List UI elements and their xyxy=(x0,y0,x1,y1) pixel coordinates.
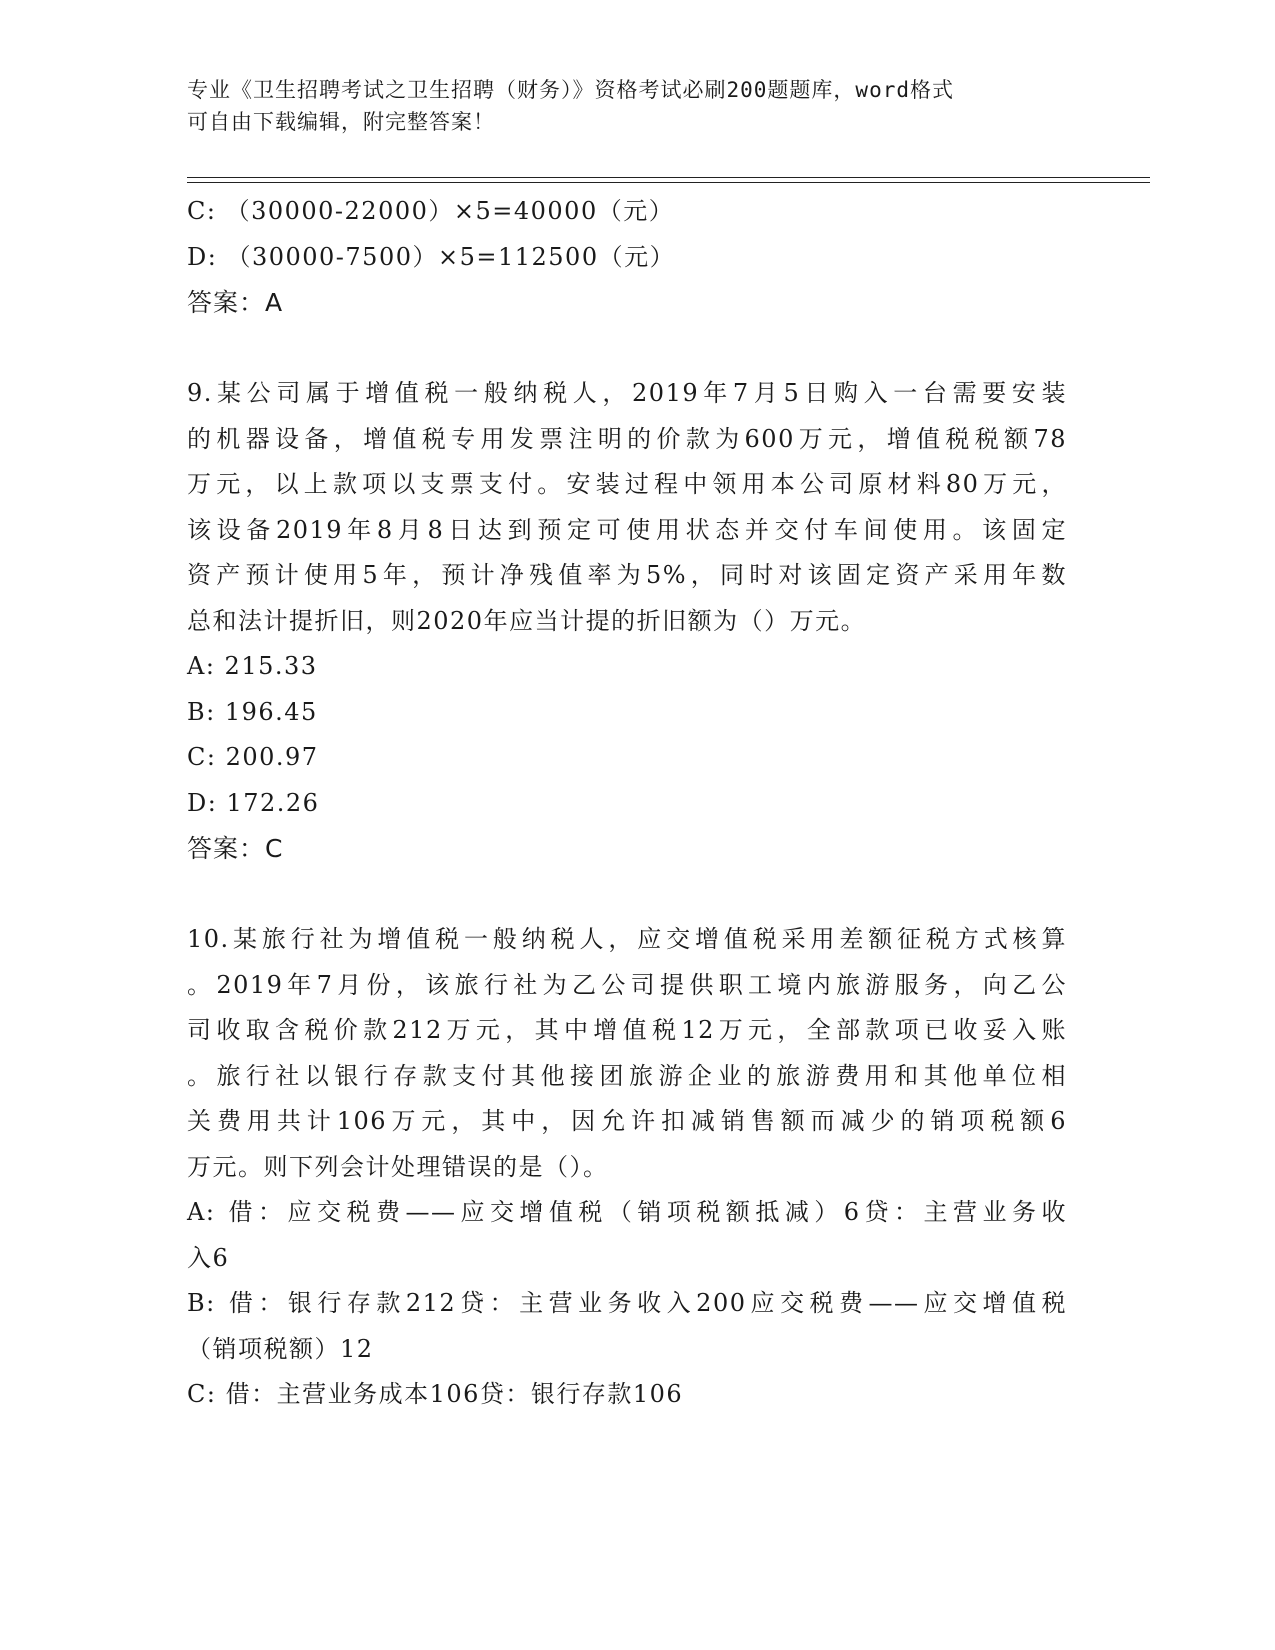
spacer xyxy=(187,872,1067,918)
q9-option-c: C: 200.97 xyxy=(187,743,319,771)
q10-stem-line: 万元。则下列会计处理错误的是（）。 xyxy=(187,1152,609,1181)
q9-stem-line: 万元，以上款项以支票支付。安装过程中领用本公司原材料80万元， xyxy=(187,470,1067,498)
document-body xyxy=(187,189,1067,1418)
q10-stem-line: 司收取含税价款212万元，其中增值税12万元，全部款项已收妥入账 xyxy=(187,1016,1067,1044)
q9-stem-line: 该设备2019年8月8日达到预定可使用状态并交付车间使用。该固定 xyxy=(187,515,1067,544)
q9-option-a: A: 215.33 xyxy=(187,652,318,680)
prev-answer: 答案：A xyxy=(187,288,284,317)
spacer xyxy=(187,326,1067,372)
q10-option-a-line: A: 借：应交税费——应交增值税（销项税额抵减）6贷：主营业务收 xyxy=(187,1198,1067,1226)
q10-stem-line: 。2019年7月份，该旅行社为乙公司提供职工境内旅游服务，向乙公 xyxy=(187,970,1067,999)
header-line-2: 可自由下载编辑，附完整答案！ xyxy=(187,110,495,134)
q9-stem-line: 总和法计提折旧，则2020年应当计提的折旧额为（）万元。 xyxy=(187,606,867,635)
q9-answer: 答案：C xyxy=(187,834,284,863)
q10-option-b-line: B: 借：银行存款212贷：主营业务收入200应交税费——应交增值税 xyxy=(187,1289,1067,1317)
prev-option-c: C: （30000-22000）×5=40000（元） xyxy=(187,197,675,225)
document-header xyxy=(187,74,1067,138)
q10-option-c: C: 借：主营业务成本106贷：银行存款106 xyxy=(187,1380,684,1408)
q9-option-b: B: 196.45 xyxy=(187,697,318,726)
q10-option-a-line: 入6 xyxy=(187,1243,230,1272)
header-line-1: 专业《卫生招聘考试之卫生招聘（财务）》资格考试必刷200题题库，word格式 xyxy=(187,78,954,102)
question-9 xyxy=(187,371,1067,872)
q10-stem-line: 。旅行社以银行存款支付其他接团旅游企业的旅游费用和其他单位相 xyxy=(187,1061,1067,1090)
q9-stem-line: 的机器设备，增值税专用发票注明的价款为600万元，增值税税额78 xyxy=(187,424,1067,453)
q9-option-d: D: 172.26 xyxy=(187,788,320,817)
header-divider xyxy=(187,177,1150,183)
q9-stem-line: 资产预计使用5年，预计净残值率为5%，同时对该固定资产采用年数 xyxy=(187,561,1067,589)
q10-option-b-line: （销项税额）12 xyxy=(187,1334,374,1363)
q10-stem-line: 10.某旅行社为增值税一般纳税人，应交增值税采用差额征税方式核算 xyxy=(187,925,1067,953)
prev-option-d: D: （30000-7500）×5=112500（元） xyxy=(187,242,676,271)
q10-stem-line: 关费用共计106万元，其中，因允许扣减销售额而减少的销项税额6 xyxy=(187,1107,1067,1135)
q9-stem-line: 9.某公司属于增值税一般纳税人，2019年7月5日购入一台需要安装 xyxy=(187,379,1067,407)
question-10 xyxy=(187,917,1067,1418)
